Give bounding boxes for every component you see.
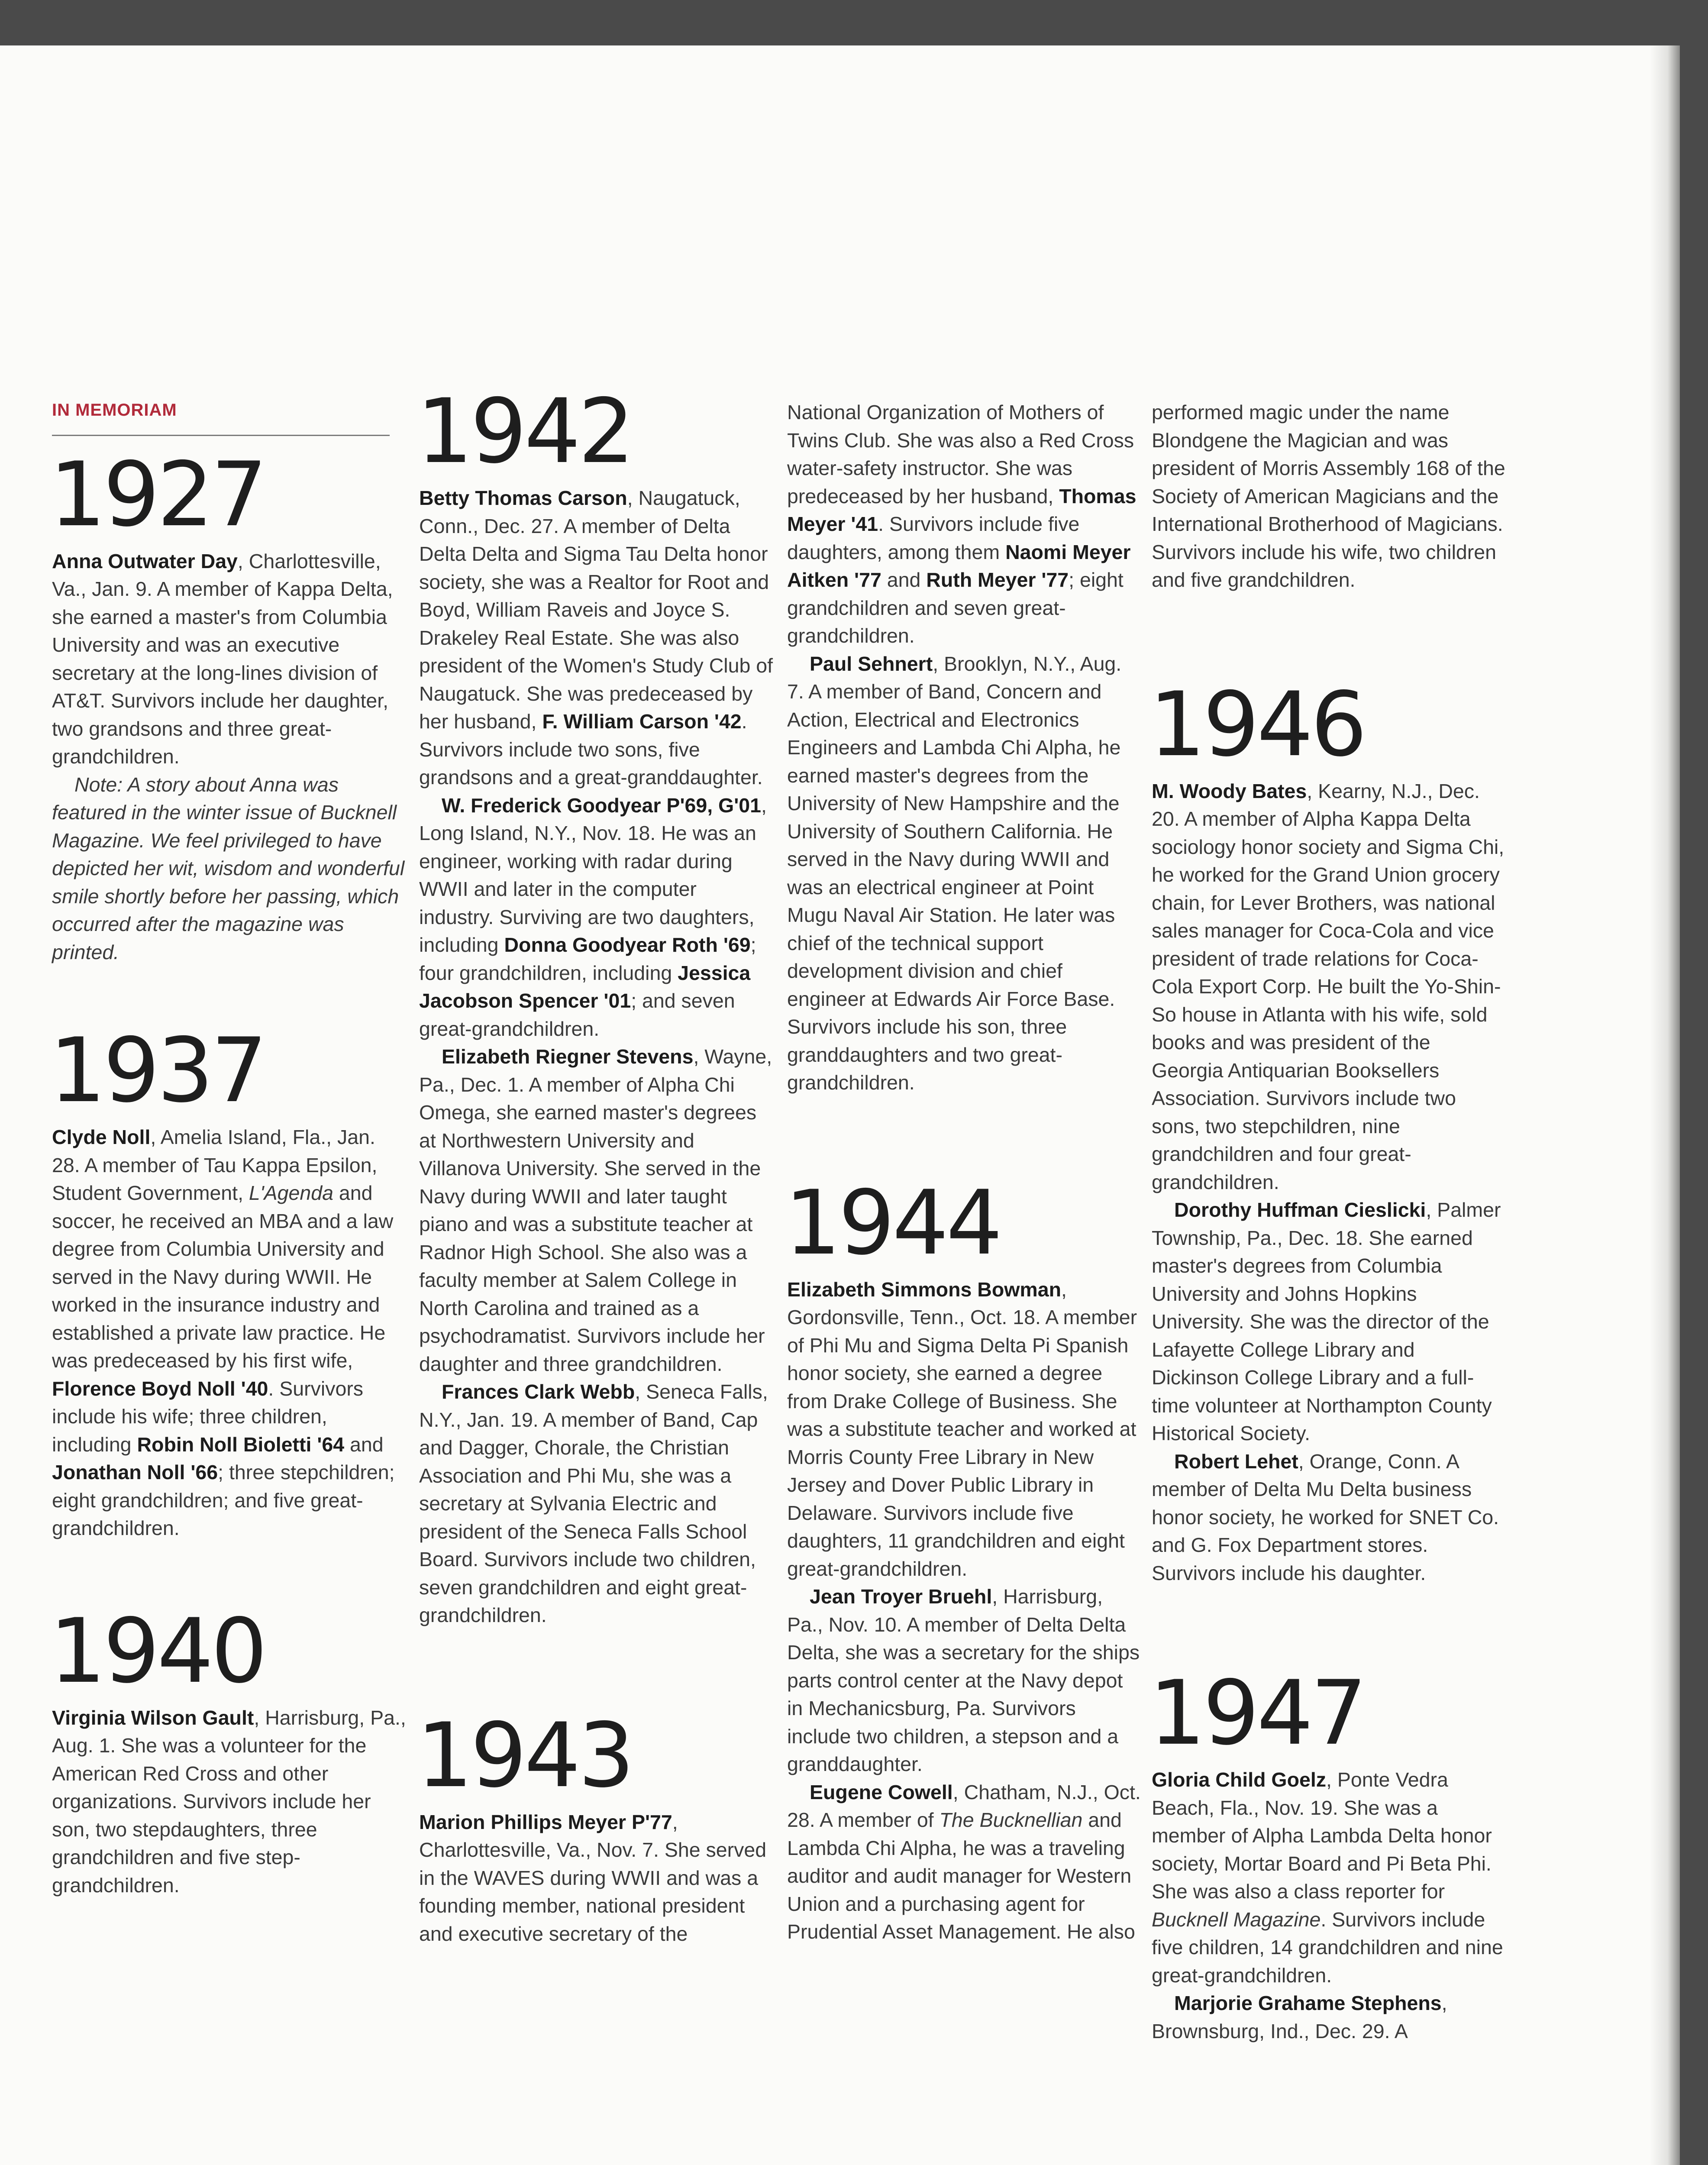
obituary-text: , Palmer Township, Pa., Dec. 18. She earned master's degrees from Columbia University and Johns Hopkins University. She was the director of the Lafayette College Library and Dickinson College Library and a full-time volunteer at Northampton County Historical Society. — [1152, 1199, 1501, 1444]
obituary-frances-clark-webb — [419, 1378, 774, 1629]
publication-title: L'Agenda — [249, 1182, 333, 1204]
year-heading-1942: 1942 — [417, 380, 632, 483]
obituary-eugene-cowell — [787, 1778, 1142, 1946]
obituary-text: , Long Island, N.Y., Nov. 18. He was an engineer, working with radar during WWII and later in the computer industry. Surviving are two daughters, including — [419, 794, 767, 956]
obituary-name: Robert Lehet — [1174, 1450, 1298, 1473]
relative-name: Jessica Jacobson Spencer '01 — [419, 961, 751, 1012]
obituary-text: , Charlottesville, Va., Jan. 9. A member of Kappa Delta, she earned a master's from Columbia University and was an executive secretary at the long-lines division of AT&T. Survivors include her daughter, two grandsons and three great-grandchildren. — [52, 549, 393, 768]
obituary-name: Gloria Child Goelz — [1152, 1768, 1327, 1791]
relative-name: Naomi Meyer Aitken '77 — [787, 540, 1131, 591]
obituary-m-woody-bates — [1152, 777, 1507, 1196]
publication-title: Bucknell Magazine — [1152, 1908, 1321, 1931]
obituary-text: performed magic under the name Blondgene the Magician and was president of Morris Assembly 168 of the Society of American Magicians and the International Brotherhood of Magicians. Survivors include his wife, two children and five grandchildren. — [1152, 401, 1505, 591]
obituary-dorothy-huffman-cieslicki — [1152, 1196, 1507, 1448]
column-2 — [417, 380, 774, 1948]
obituary-elizabeth-simmons-bowman — [787, 1276, 1142, 1583]
obituary-name: Paul Sehnert — [810, 652, 933, 675]
obituary-text: , Brooklyn, N.Y., Aug. 7. A member of Band, Concern and Action, Electrical and Electronics Engineers and Lambda Chi Alpha, he earned master's degrees from the University of New Hampshire and the University of Southern California. He served in the Navy during WWII and was an electrical engineer at Point Mugu Naval Air Station. He later was chief of the technical support development division and chief engineer at Edwards Air Force Base. Survivors include his son, three granddaughters and two great-grandchildren. — [787, 652, 1122, 1094]
editor-note — [52, 771, 407, 966]
obituary-text: . Survivors include five children, 14 grandchildren and nine great-grandchildren. — [1152, 1908, 1503, 1987]
obituary-clyde-noll — [52, 1123, 407, 1542]
obituary-name: Eugene Cowell — [810, 1780, 953, 1803]
column-4 — [1149, 398, 1507, 2045]
obituary-robert-lehet — [1152, 1448, 1507, 1587]
obituary-name: Dorothy Huffman Cieslicki — [1174, 1199, 1426, 1221]
obituary-text: , Orange, Conn. A member of Delta Mu Delta business honor society, he worked for SNET Co. and G. Fox Department stores. Survivors include his daughter. — [1152, 1450, 1499, 1584]
obituary-virginia-wilson-gault — [52, 1704, 407, 1900]
obituary-name: Elizabeth Simmons Bowman — [787, 1278, 1062, 1301]
obituary-marion-phillips-meyer-continued — [787, 398, 1142, 650]
year-heading-1944: 1944 — [785, 1171, 1000, 1275]
obituary-name: Anna Outwater Day — [52, 549, 238, 572]
obituary-name: Frances Clark Webb — [442, 1380, 635, 1403]
relative-name: Ruth Meyer '77 — [926, 569, 1069, 591]
obituary-text: , Kearny, N.J., Dec. 20. A member of Alpha Kappa Delta sociology honor society and Sigma Chi, he worked for the Grand Union grocery chain, for Lever Brothers, was national sales manager for Coca-Cola and vice president of trade relations for Coca-Cola Export Corp. He built the Yo-Shin-So house in Atlanta with his wife, sold books and was president of the Georgia Antiquarian Booksellers Association. Survivors include two sons, two stepchildren, nine grandchildren and four great-grandchildren. — [1152, 779, 1505, 1193]
obituary-text: ; and seven great-grandchildren. — [419, 989, 735, 1040]
obituary-text: ; three stepchildren; eight grandchildren; and five great-grandchildren. — [52, 1461, 395, 1539]
obituary-text: , Chatham, N.J., Oct. 28. A member of — [787, 1780, 1141, 1831]
obituary-name: W. Frederick Goodyear P'69, G'01 — [442, 794, 762, 817]
year-heading-1937: 1937 — [49, 1019, 265, 1122]
obituary-gloria-child-goelz — [1152, 1766, 1507, 1989]
page-edge-shadow — [1650, 45, 1680, 2165]
obituary-text: , Seneca Falls, N.Y., Jan. 19. A member of Band, Cap and Dagger, Chorale, the Christian Association and Phi Mu, she was a secretary at Sylvania Electric and president of the Seneca Falls School Board. Survivors include two children, seven grandchildren and eight great-grandchildren. — [419, 1380, 768, 1626]
obituary-text: , Harrisburg, Pa., Nov. 10. A member of Delta Delta Delta, she was a secretary for the ships parts control center at the Navy depot in Mechanicsburg, Pa. Survivors include two children, a stepson and a granddaughter. — [787, 1585, 1140, 1775]
obituary-text: ; eight grandchildren and seven great-grandchildren. — [787, 569, 1124, 647]
obituary-text: and soccer, he received an MBA and a law degree from Columbia University and served in the Navy during WWII. He worked in the insurance industry and established a private law practice. He was predeceased by his first wife, — [52, 1182, 394, 1372]
obituary-name: Clyde Noll — [52, 1126, 151, 1148]
obituary-text: , Ponte Vedra Beach, Fla., Nov. 19. She was a member of Alpha Lambda Delta honor society, Mortar Board and Pi Beta Phi. She was also a class reporter for — [1152, 1768, 1492, 1903]
year-heading-1946: 1946 — [1149, 673, 1365, 776]
obituary-anna-outwater-day — [52, 547, 407, 771]
obituary-text: , Harrisburg, Pa., Aug. 1. She was a volunteer for the American Red Cross and other organizations. Survivors include her son, two stepdaughters, three grandchildren and five step-grandchildren. — [52, 1706, 406, 1897]
year-heading-1943: 1943 — [417, 1704, 632, 1807]
note-text: Note: A story about Anna was featured in the winter issue of Bucknell Magazine. We feel privileged to have depicted her wit, wisdom and wonderful smile shortly before her passing, which occurred after the magazine was printed. — [52, 773, 405, 963]
obituary-name: Marjorie Grahame Stephens — [1174, 1992, 1442, 2014]
obituary-text: ; four grandchildren, including — [419, 934, 756, 984]
obituary-elizabeth-riegner-stevens — [419, 1043, 774, 1378]
obituary-marion-phillips-meyer — [419, 1808, 774, 1948]
obituary-betty-thomas-carson — [419, 484, 774, 792]
obituary-name: Virginia Wilson Gault — [52, 1706, 254, 1729]
obituary-name: Elizabeth Riegner Stevens — [442, 1045, 694, 1068]
obituary-text: National Organization of Mothers of Twins Club. She was also a Red Cross water-safety instructor. She was predeceased by her husband, — [787, 401, 1134, 507]
obituary-text: . Survivors include his wife; three children, including — [52, 1377, 364, 1456]
obituary-eugene-cowell-continued — [1152, 398, 1507, 594]
relative-name: Florence Boyd Noll '40 — [52, 1377, 268, 1400]
relative-name: Jonathan Noll '66 — [52, 1461, 218, 1483]
section-label: IN MEMORIAM — [52, 396, 390, 436]
relative-name: Donna Goodyear Roth '69 — [504, 934, 751, 956]
relative-name: Robin Noll Bioletti '64 — [137, 1433, 345, 1456]
obituary-text: , Amelia Island, Fla., Jan. 28. A member of Tau Kappa Epsilon, Student Government, — [52, 1126, 378, 1204]
year-heading-1947: 1947 — [1149, 1662, 1365, 1765]
obituary-text: and — [881, 569, 927, 591]
relative-name: Thomas Meyer '41 — [787, 485, 1137, 535]
column-1 — [49, 396, 407, 1899]
obituary-text: and — [344, 1433, 384, 1456]
obituary-text: , Gordonsville, Tenn., Oct. 18. A member of Phi Mu and Sigma Delta Pi Spanish honor society, she earned a degree from Drake College of Business. She was a substitute teacher and worked at Morris County Free Library in New Jersey and Dover Public Library in Delaware. Survivors include five daughters, 11 grandchildren and eight great-grandchildren. — [787, 1278, 1137, 1580]
obituary-text: , Naugatuck, Conn., Dec. 27. A member of Delta Delta Delta and Sigma Tau Delta honor society, she was a Realtor for Root and Boyd, William Raveis and Joyce S. Drakeley Real Estate. She was also president of the Women's Study Club of Naugatuck. She was predeceased by her husband, — [419, 487, 773, 733]
publication-title: The Bucknellian — [939, 1809, 1083, 1831]
obituary-name: Marion Phillips Meyer P'77 — [419, 1810, 672, 1833]
obituary-name: Betty Thomas Carson — [419, 487, 627, 509]
obituary-text: and Lambda Chi Alpha, he was a traveling auditor and audit manager for Western Union and a purchasing agent for Prudential Asset Management. He also — [787, 1809, 1135, 1943]
obituary-paul-sehnert — [787, 650, 1142, 1097]
obituary-text: , Charlottesville, Va., Nov. 7. She served in the WAVES during WWII and was a founding member, national president and executive secretary of the — [419, 1810, 767, 1945]
year-heading-1940: 1940 — [49, 1600, 265, 1703]
magazine-page — [0, 45, 1680, 2165]
obituary-text: , Wayne, Pa., Dec. 1. A member of Alpha Chi Omega, she earned master's degrees at Northwestern University and Villanova University. She served in the Navy during WWII and later taught piano and was a substitute teacher at Radnor High School. She also was a faculty member at Salem College in North Carolina and trained as a psychodramatist. Survivors include her daughter and three grandchildren. — [419, 1045, 772, 1375]
obituary-marjorie-grahame-stephens — [1152, 1989, 1507, 2045]
obituary-text: . Survivors include five daughters, among them — [787, 513, 1080, 563]
obituary-text: , Brownsburg, Ind., Dec. 29. A — [1152, 1992, 1447, 2042]
obituary-name: Jean Troyer Bruehl — [810, 1585, 992, 1608]
year-heading-1927: 1927 — [49, 443, 265, 546]
relative-name: F. William Carson '42 — [542, 710, 742, 733]
obituary-text: . Survivors include two sons, five grandsons and a great-granddaughter. — [419, 710, 763, 788]
column-3 — [787, 398, 1142, 1946]
obituary-jean-troyer-bruehl — [787, 1583, 1142, 1778]
obituary-w-frederick-goodyear — [419, 792, 774, 1043]
obituary-name: M. Woody Bates — [1152, 779, 1307, 802]
